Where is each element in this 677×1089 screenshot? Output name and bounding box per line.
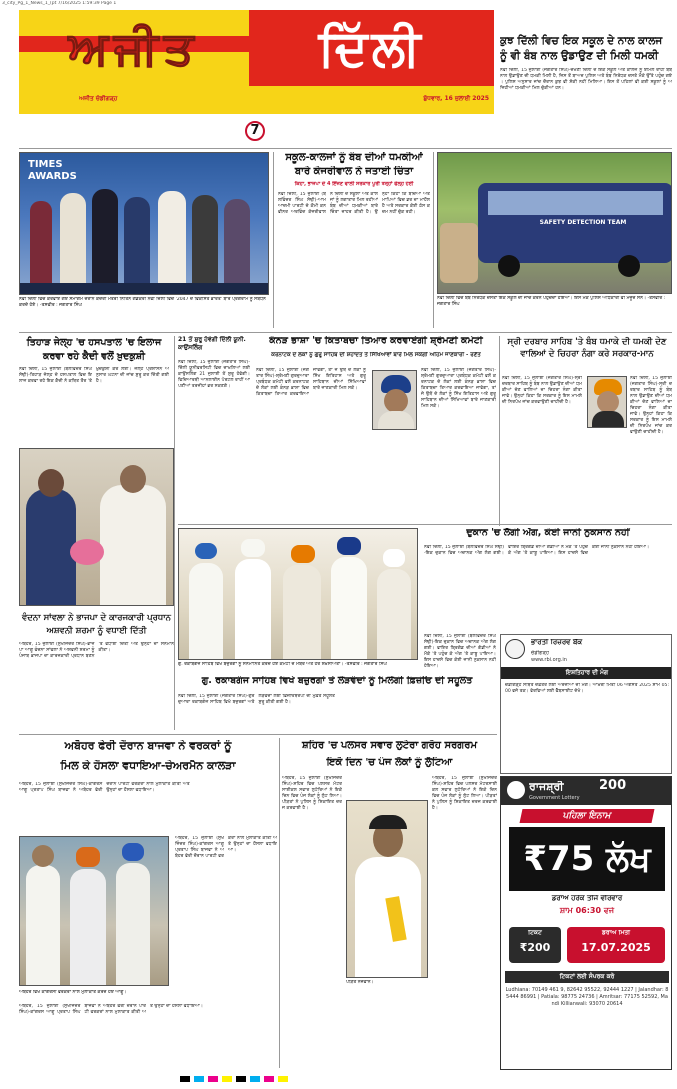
rbi-ad (500, 634, 672, 774)
lottery-draw-line: ਡਰਾਅ ਹਰੇਕ ਤੀਜੇ ਵੀਰਵਾਰ (551, 895, 623, 902)
portrait-ranaut (372, 370, 417, 430)
awards-banner-text: TIMES AWARDS (28, 159, 77, 182)
story-delhi-school-threat-body: ਨਵੀਂ ਦਿੱਲੀ, 15 ਜੁਲਾਈ (ਜਗਤਾਰ ਸਿੰਘ)-ਦੱਖਣੀ ਦਿੱਲੀ ਦੇ ਇਕ ਸਕੂਲ ਅਤੇ ਕਾਲਜ ਨੂੰ ਈਮੇਲ ਰਾਹੀਂ ਬੰਬ ਨਾਲ ਉਡਾਉਣ ਦੀ ਧਮਕੀ ਮਿਲੀ ਹੈ, ਜਿਸ ਤੋਂ ਬਾਅਦ ਪੁਲਿਸ ਅਤੇ ਬੰਬ ਨਿਰੋਧਕ ਦਸਤੇ ਮੌਕੇ ਉੱਤੇ ਪਹੁੰਚ ਗਏ। ਪੁਲਿਸ ਅਨੁਸਾਰ ਜਾਂਚ ਦੌਰਾਨ ਕੁਝ ਵੀ ਸ਼ੱਕੀ ਨਹੀਂ ਮਿਲਿਆ। ਇਸ ਤੋਂ ਪਹਿਲਾਂ ਵੀ ਕਈ ਸਕੂਲਾਂ ਨੂੰ ਅਜਿਹੀਆਂ ਧਮਕੀਆਂ ਮਿਲ ਚੁੱਕੀਆਂ ਹਨ। (500, 68, 672, 91)
headline-robbers-2: ਇਕੋ ਦਿਨ 'ਚ ਪੰਜ ਲੋਕਾਂ ਨੂੰ ਲੁੱਟਿਆ (326, 757, 453, 768)
headline-tihar-suicide: ਤਿਹਾੜ ਜੇਲ੍ਹ 'ਚ ਹਸਪਤਾਲ 'ਚ ਇਲਾਜ ਕਰਵਾ ਰਹੇ ਕੈਦੀ ਵਲੋਂ ਖ਼ੁਦਕੁਸ਼ੀ (26, 337, 162, 362)
registration-swatch (264, 1076, 274, 1082)
lottery-sub: Government Lottery (529, 795, 580, 801)
headline-bomb-threats-1: ਸਕੂਲ-ਕਾਲਜਾਂ ਨੂੰ ਬੰਬ ਦੀਆਂ ਧਮਕੀਆਂ (285, 152, 423, 163)
robbery-photo-caption: ਪੀੜਤ ਨੌਜਵਾਨ। (346, 980, 374, 985)
headline-bomb-threats-2: ਬਾਰੇ ਕੇਜਰੀਵਾਲ ਨੇ ਜਤਾਈ ਚਿੰਤਾ (294, 166, 414, 177)
date-label: ਬੁੱਧਵਾਰ, 16 ਜੁਲਾਈ 2025 (423, 95, 489, 102)
story-abohar-tail: ਅਬੋਹਰ, 15 ਜੁਲਾਈ (ਸੁਖਜਿੰਦਰ ਸਿੰਘ)-ਕਾਂਗਰਸ ਆਗੂ ਪ੍ਰਤਾਪ ਸਿੰਘ ਬਾਜਵਾ ਨੇ ਅਬੋਹਰ ਫੇਰੀ ਦੌਰਾਨ ਪਾਰਟੀ ਵਰਕਰਾਂ ਨਾਲ ਮੁਲਾਕਾਤ ਕੀਤੀ ਅਤੇ ਉਨ੍ਹਾਂ ਦਾ ਹੌਸਲਾ ਵਧਾਇਆ। (19, 1004, 203, 1015)
headline-rakabganj: ਗੁ. ਰਕਾਬਗੰਜ ਸਾਹਿਬ ਵਿਖੇ ਬਜ਼ੁਰਗਾਂ ਤੇ ਲੋੜਵੰਦਾਂ ਨੂੰ ਮਿਲੇਗੀ ਫ਼ਿਜ਼ੀਓ ਦੀ ਸਹੂਲਤ (201, 676, 473, 686)
headline-abohar-1: ਅਬੋਹਰ ਫੇਰੀ ਦੌਰਾਨ ਬਾਜਵਾ ਨੇ ਵਰਕਰਾਂ ਨੂੰ (64, 740, 232, 752)
headline-abohar-2: ਮਿਲ ਕੇ ਹੌਸਲਾ ਵਧਾਇਆ-ਚੇਅਰਮੈਨ ਕਾਲੜਾ (60, 760, 236, 772)
story-darbar-body: ਨਵੀਂ ਦਿੱਲੀ, 15 ਜੁਲਾਈ (ਜਗਤਾਰ ਸਿੰਘ)-ਸ੍ਰੀ ਦਰਬਾਰ ਸਾਹਿਬ ਨੂੰ ਬੰਬ ਨਾਲ ਉਡਾਉਣ ਦੀਆਂ ਧਮਕੀਆਂ ਦੇਣ ਵਾਲਿਆਂ ਦਾ ਚਿਹਰਾ ਨੰਗਾ ਕੀਤਾ ਜਾਵੇ। ਉਨ੍ਹਾਂ ਕਿਹਾ ਕਿ ਸਰਕਾਰ ਨੂੰ ਇਸ ਮਾਮਲੇ ਦੀ ਨਿਰਪੱਖ ਜਾਂਚ ਕਰਵਾਉਣੀ ਚਾਹੀਦੀ ਹੈ। (502, 376, 582, 405)
lottery-contacts: Ludhiana: 70149 461 9, 82642 95522, 92444 1227 | Jalandhar: 85444 86991 | Patiala: 98775 24736 | Amritsar: 77175 52592, Mandi Killianwali: 93070 20614 (505, 987, 669, 1007)
kicker-bomb-threats: ਕਿਹਾ, ਭਾਜਪਾ ਦੇ 4 ਇੰਜਣ ਵਾਲੀ ਸਰਕਾਰ ਪੂਰੀ ਤਰ੍ਹਾਂ ਫੇਲ੍ਹ ਹੋਈ (294, 181, 414, 187)
story-kannada-body: ਨਵੀਂ ਦਿੱਲੀ, 15 ਜੁਲਾਈ (ਜਗਤਾਰ ਸਿੰਘ)-ਸ਼੍ਰੋਮਣੀ ਗੁਰਦੁਆਰਾ ਪ੍ਰਬੰਧਕ ਕਮੇਟੀ ਵਲੋਂ ਕਰਨਾਟਕ ਦੇ ਲੋਕਾਂ ਲਈ ਕੰਨੜ ਭਾਸ਼ਾ ਵਿਚ ਕਿਤਾਬਚਾ ਤਿਆਰ ਕਰਵਾਇਆ ਜਾਵੇਗਾ, ਤਾਂ ਜੋ ਉਥੋਂ ਦੇ ਲੋਕਾਂ ਨੂੰ ਸਿੱਖ ਇਤਿਹਾਸ ਅਤੇ ਗੁਰੂ ਸਾਹਿਬਾਨ ਦੀਆਂ ਸਿੱਖਿਆਵਾਂ ਬਾਰੇ ਜਾਣਕਾਰੀ ਮਿਲ ਸਕੇ। (256, 368, 366, 397)
bus-photo-caption: ਨਵੀਂ ਦਿੱਲੀ ਵਿਚ ਬੰਬ ਨਿਰੋਧਕ ਦਸਤਾ ਇਕ ਸਕੂਲ ਦੀ ਜਾਂਚ ਕਰਨ ਪਹੁੰਚਦਾ ਹੋਇਆ। ਇਸ ਮੌਕੇ ਪੁਲਿਸ ਅਧਿਕਾਰੀ ਵੀ ਮੌਜੂਦ ਸਨ। -ਤਸਵੀਰ : ਜਗਤਾਰ ਸਿੰਘ (437, 296, 666, 307)
lottery-logo-icon (507, 781, 525, 799)
rbi-name: ਭਾਰਤੀ ਰਿਜ਼ਰਵ ਬੈਂਕ (531, 639, 583, 646)
bus-side-text: SAFETY DETECTION TEAM (539, 219, 627, 226)
story-bomb-threats-body: ਨਵੀਂ ਦਿੱਲੀ, 15 ਜੁਲਾਈ (ਬਲਵਿੰਦਰ ਸਿੰਘ ਸੋਢੀ)-ਆਮ ਆਦਮੀ ਪਾਰਟੀ ਦੇ ਕੌਮੀ ਕਨਵੀਨਰ ਅਰਵਿੰਦ ਕੇਜਰੀਵਾਲ ਨੇ ਦਿੱਲੀ ਦੇ ਸਕੂਲਾਂ ਅਤੇ ਕਾਲਜਾਂ ਨੂੰ ਲਗਾਤਾਰ ਮਿਲ ਰਹੀਆਂ ਬੰਬ ਦੀਆਂ ਧਮਕੀਆਂ ਬਾਰੇ ਚਿੰਤਾ ਜ਼ਾਹਰ ਕੀਤੀ ਹੈ। ਉਨ੍ਹਾਂ ਕਿਹਾ ਕਿ ਬੱਚਿਆਂ ਅਤੇ ਮਾਪਿਆਂ ਵਿਚ ਡਰ ਦਾ ਮਾਹੌਲ ਹੈ ਅਤੇ ਸਰਕਾਰ ਕੋਈ ਠੋਸ ਕਦਮ ਨਹੀਂ ਚੁੱਕ ਰਹੀ। (278, 192, 430, 215)
portrait-mann (587, 376, 627, 428)
file-slug: 3_city_Pg_1_News_1_(pt 7/16/2025 1:59:39 Page 1 (2, 1, 117, 6)
story-fire-body: ਨਵੀਂ ਦਿੱਲੀ, 15 ਜੁਲਾਈ (ਬਲਵਿੰਦਰ ਸਿੰਘ ਸੋਢੀ)-ਇਕ ਦੁਕਾਨ ਵਿਚ ਅਚਾਨਕ ਅੱਗ ਲੱਗ ਗਈ। ਫਾਇਰ ਬ੍ਰਿਗੇਡ ਦੀਆਂ ਗੱਡੀਆਂ ਨੇ ਮੌਕੇ 'ਤੇ ਪਹੁੰਚ ਕੇ ਅੱਗ 'ਤੇ ਕਾਬੂ ਪਾਇਆ। ਇਸ ਹਾਦਸੇ ਵਿਚ ਕੋਈ ਜਾਨੀ ਨੁਕਸਾਨ ਨਹੀਂ ਹੋਇਆ। (424, 545, 650, 556)
brief-column: ਨਵੀਂ ਦਿੱਲੀ, 15 ਜੁਲਾਈ (ਬਲਵਿੰਦਰ ਸਿੰਘ ਸੋਢੀ)-ਇਕ ਦੁਕਾਨ ਵਿਚ ਅਚਾਨਕ ਅੱਗ ਲੱਗ ਗਈ। ਫਾਇਰ ਬ੍ਰਿਗੇਡ ਦੀਆਂ ਗੱਡੀਆਂ ਨੇ ਮੌਕੇ 'ਤੇ ਪਹੁੰਚ ਕੇ ਅੱਗ 'ਤੇ ਕਾਬੂ ਪਾਇਆ। ਇਸ ਹਾਦਸੇ ਵਿਚ ਕੋਈ ਜਾਨੀ ਨੁਕਸਾਨ ਨਹੀਂ ਹੋਇਆ। (424, 634, 496, 669)
story-rakabganj-body: ਨਵੀਂ ਦਿੱਲੀ, 15 ਜੁਲਾਈ (ਜਗਤਾਰ ਸਿੰਘ)-ਗੁਰਦੁਆਰਾ ਰਕਾਬਗੰਜ ਸਾਹਿਬ ਵਿਖੇ ਬਜ਼ੁਰਗਾਂ ਅਤੇ ਲੋੜਵੰਦਾਂ ਲਈ ਫ਼ਿਜ਼ੀਓਥੈਰੇਪੀ ਦੀ ਮੁਫ਼ਤ ਸਹੂਲਤ ਸ਼ੁਰੂ ਕੀਤੀ ਗਈ ਹੈ। (178, 694, 335, 705)
edition-title-delhi: ਦਿੱਲੀ (318, 19, 425, 77)
gurdwara-photo (178, 528, 418, 660)
rbi-url: www.rbi.org.in (531, 657, 567, 663)
color-registration-bar (180, 1076, 500, 1084)
story-abohar-body: ਅਬੋਹਰ, 15 ਜੁਲਾਈ (ਸੁਖਜਿੰਦਰ ਸਿੰਘ)-ਕਾਂਗਰਸ ਆਗੂ ਪ੍ਰਤਾਪ ਸਿੰਘ ਬਾਜਵਾ ਨੇ ਅਬੋਹਰ ਫੇਰੀ ਦੌਰਾਨ ਪਾਰਟੀ ਵਰਕਰਾਂ ਨਾਲ ਮੁਲਾਕਾਤ ਕੀਤੀ ਅਤੇ ਉਨ੍ਹਾਂ ਦਾ ਹੌਸਲਾ ਵਧਾਇਆ। (19, 782, 190, 793)
masthead-strip (19, 86, 494, 114)
subhead-kannada: ਕਰਨਾਟਕ ਦੇ ਲੋਕਾਂ ਨੂੰ ਗੁਰੂ ਸਾਹਿਬ ਦੀ ਸ਼ਹਾਦਤ ਤੇ ਸਿੱਖਿਆਵਾਂ ਬਾਰੇ ਮਿਲ ਸਕੇਗੀ ਅਹਿਮ ਜਾਣਕਾਰੀ - ਰਣੌਤ (271, 352, 481, 358)
headline-darbar-sahib: ਸ੍ਰੀ ਦਰਬਾਰ ਸਾਹਿਬ 'ਤੇ ਬੰਬ ਧਮਾਕੇ ਦੀ ਧਮਕੀ ਦੇਣ ਵਾਲਿਆਂ ਦੇ ਚਿਹਰਾ ਨੰਗਾ ਕਰੇ ਸਰਕਾਰ-ਮਾਨ (507, 337, 667, 359)
draw-date-label: ਡਰਾਅ ਮਿਤੀ (601, 930, 631, 936)
story-darbar-body-cont: ਨਵੀਂ ਦਿੱਲੀ, 15 ਜੁਲਾਈ (ਜਗਤਾਰ ਸਿੰਘ)-ਸ੍ਰੀ ਦਰਬਾਰ ਸਾਹਿਬ ਨੂੰ ਬੰਬ ਨਾਲ ਉਡਾਉਣ ਦੀਆਂ ਧਮਕੀਆਂ ਦੇਣ ਵਾਲਿਆਂ ਦਾ ਚਿਹਰਾ ਨੰਗਾ ਕੀਤਾ ਜਾਵੇ। ਉਨ੍ਹਾਂ ਕਿਹਾ ਕਿ ਸਰਕਾਰ ਨੂੰ ਇਸ ਮਾਮਲੇ ਦੀ ਨਿਰਪੱਖ ਜਾਂਚ ਕਰਵਾਉਣੀ ਚਾਹੀਦੀ ਹੈ। (630, 376, 672, 435)
robbery-victim-photo (346, 800, 428, 978)
registration-swatch (180, 1076, 190, 1082)
headline-robbers-1: ਸ਼ਹਿਰ 'ਚ ਪਲਸਰ ਸਵਾਰ ਲੁਟੇਰਾ ਗਰੋਹ ਸਰਗਰਮ (301, 740, 478, 751)
page-number-badge (245, 121, 265, 141)
headline-du-counselling: 21 ਤੋਂ ਸ਼ੁਰੂ ਹੋਵੇਗੀ ਦਿੱਲੀ ਯੂਨੀ. ਕਾਉਂਸਲਿੰਗ (178, 336, 246, 351)
masthead-yellow-block (19, 10, 249, 86)
brand-logo-ajit: ਅਜੀਤ (68, 21, 200, 75)
story-robbers-body-cont: ਅਬੋਹਰ, 15 ਜੁਲਾਈ (ਸੁਖਜਿੰਦਰ ਸਿੰਘ)-ਸ਼ਹਿਰ ਵਿਚ ਪਲਸਰ ਮੋਟਰਸਾਈਕਲ ਸਵਾਰ ਲੁਟੇਰਿਆਂ ਨੇ ਇਕੋ ਦਿਨ ਵਿਚ ਪੰਜ ਲੋਕਾਂ ਨੂੰ ਲੁੱਟ ਲਿਆ। ਪੀੜਤਾਂ ਨੇ ਪੁਲਿਸ ਨੂੰ ਸ਼ਿਕਾਇਤ ਦਰਜ ਕਰਵਾਈ ਹੈ। (432, 776, 497, 811)
headline-vandana: ਵੰਦਨਾ ਸਾਂਵਲਾ ਨੇ ਭਾਜਪਾ ਦੇ ਕਾਰਜਕਾਰੀ ਪ੍ਰਧਾਨ ਅਸ਼ਵਨੀ ਸ਼ਰਮਾ ਨੂੰ ਵਧਾਈ ਦਿੱਤੀ (21, 613, 171, 636)
story-kannada-body-cont: ਨਵੀਂ ਦਿੱਲੀ, 15 ਜੁਲਾਈ (ਜਗਤਾਰ ਸਿੰਘ)-ਸ਼੍ਰੋਮਣੀ ਗੁਰਦੁਆਰਾ ਪ੍ਰਬੰਧਕ ਕਮੇਟੀ ਵਲੋਂ ਕਰਨਾਟਕ ਦੇ ਲੋਕਾਂ ਲਈ ਕੰਨੜ ਭਾਸ਼ਾ ਵਿਚ ਕਿਤਾਬਚਾ ਤਿਆਰ ਕਰਵਾਇਆ ਜਾਵੇਗਾ, ਤਾਂ ਜੋ ਉਥੋਂ ਦੇ ਲੋਕਾਂ ਨੂੰ ਸਿੱਖ ਇਤਿਹਾਸ ਅਤੇ ਗੁਰੂ ਸਾਹਿਬਾਨ ਦੀਆਂ ਸਿੱਖਿਆਵਾਂ ਬਾਰੇ ਜਾਣਕਾਰੀ ਮਿਲ ਸਕੇ। (421, 368, 496, 409)
lottery-ad (500, 776, 672, 1070)
place-label: ਅਜੀਤ ਚੰਡੀਗੜ੍ਹ (79, 95, 118, 102)
registration-swatch (278, 1076, 288, 1082)
lottery-prize: ₹75 ਲੱਖ (523, 839, 651, 879)
registration-swatch (208, 1076, 218, 1082)
ticket-price: ₹200 (519, 942, 551, 954)
masthead-red-block (249, 10, 494, 86)
vandana-photo (19, 448, 174, 606)
abohar-photo (19, 836, 169, 986)
masthead (19, 10, 494, 118)
story-tihar-body: ਨਵੀਂ ਦਿੱਲੀ, 15 ਜੁਲਾਈ (ਬਲਵਿੰਦਰ ਸਿੰਘ ਸੋਢੀ)-ਤਿਹਾੜ ਜੇਲ੍ਹ ਦੇ ਹਸਪਤਾਲ ਵਿਚ ਇਲਾਜ ਕਰਵਾ ਰਹੇ ਇਕ ਕੈਦੀ ਨੇ ਕਥਿਤ ਤੌਰ 'ਤੇ ਖ਼ੁਦਕੁਸ਼ੀ ਕਰ ਲਈ। ਜੇਲ੍ਹ ਪ੍ਰਸ਼ਾਸਨ ਅਨੁਸਾਰ ਘਟਨਾ ਦੀ ਜਾਂਚ ਸ਼ੁਰੂ ਕਰ ਦਿੱਤੀ ਗਈ ਹੈ। (19, 367, 169, 384)
story-abohar-body-cont: ਅਬੋਹਰ, 15 ਜੁਲਾਈ (ਸੁਖਜਿੰਦਰ ਸਿੰਘ)-ਕਾਂਗਰਸ ਆਗੂ ਪ੍ਰਤਾਪ ਸਿੰਘ ਬਾਜਵਾ ਨੇ ਅਬੋਹਰ ਫੇਰੀ ਦੌਰਾਨ ਪਾਰਟੀ ਵਰਕਰਾਂ ਨਾਲ ਮੁਲਾਕਾਤ ਕੀਤੀ ਅਤੇ ਉਨ੍ਹਾਂ ਦਾ ਹੌਸਲਾ ਵਧਾਇਆ। (175, 836, 277, 859)
registration-swatch (222, 1076, 232, 1082)
registration-swatch (194, 1076, 204, 1082)
lottery-number: 200 (599, 779, 627, 793)
story-du-body: ਨਵੀਂ ਦਿੱਲੀ, 15 ਜੁਲਾਈ (ਜਗਤਾਰ ਸਿੰਘ)-ਦਿੱਲੀ ਯੂਨੀਵਰਸਿਟੀ ਵਿਚ ਦਾਖ਼ਲਿਆਂ ਲਈ ਕਾਉਂਸਲਿੰਗ 21 ਜੁਲਾਈ ਤੋਂ ਸ਼ੁਰੂ ਹੋਵੇਗੀ। ਵਿਦਿਆਰਥੀ ਆਨਲਾਈਨ ਪੋਰਟਲ ਰਾਹੀਂ ਆਪਣੀਆਂ ਤਰਜੀਹਾਂ ਭਰ ਸਕਣਗੇ। (178, 360, 250, 389)
registration-swatch (250, 1076, 260, 1082)
rbi-notice-head: ਇਸ਼ਤਿਹਾਰ ਦੀ ਮੰਗ (501, 667, 672, 679)
story-robbers-body: ਅਬੋਹਰ, 15 ਜੁਲਾਈ (ਸੁਖਜਿੰਦਰ ਸਿੰਘ)-ਸ਼ਹਿਰ ਵਿਚ ਪਲਸਰ ਮੋਟਰਸਾਈਕਲ ਸਵਾਰ ਲੁਟੇਰਿਆਂ ਨੇ ਇਕੋ ਦਿਨ ਵਿਚ ਪੰਜ ਲੋਕਾਂ ਨੂੰ ਲੁੱਟ ਲਿਆ। ਪੀੜਤਾਂ ਨੇ ਪੁਲਿਸ ਨੂੰ ਸ਼ਿਕਾਇਤ ਦਰਜ ਕਰਵਾਈ ਹੈ। (282, 776, 342, 811)
story-vandana-body: ਅਬੋਹਰ, 15 ਜੁਲਾਈ (ਸੁਖਜਿੰਦਰ ਸਿੰਘ)-ਭਾਜਪਾ ਆਗੂ ਵੰਦਨਾ ਸਾਂਵਲਾ ਨੇ ਅਸ਼ਵਨੀ ਸ਼ਰਮਾ ਨੂੰ ਪੰਜਾਬ ਭਾਜਪਾ ਦਾ ਕਾਰਜਕਾਰੀ ਪ੍ਰਧਾਨ ਬਣਨ 'ਤੇ ਵਧਾਈ ਦਿੱਤੀ ਅਤੇ ਉਨ੍ਹਾਂ ਦਾ ਸਨਮਾਨ ਕੀਤਾ। (19, 642, 174, 659)
rbi-city: ਚੰਡੀਗੜ੍ਹ (531, 650, 549, 656)
headline-kannada-booklet: ਕੰਨੜ ਭਾਸ਼ਾ 'ਚ ਕਿਤਾਬਚਾ ਤਿਆਰ ਕਰਵਾਏਗੀ ਸ਼੍ਰੋਮਣੀ ਕਮੇਟੀ (269, 336, 483, 346)
headline-delhi-school-threat: ਕੁਝ ਦਿੱਲੀ ਵਿਚ ਇਕ ਸਕੂਲ ਦੇ ਨਾਲ ਕਾਲਜ ਨੂੰ ਵੀ ਬੰਬ ਨਾਲ ਉਡਾਉਣ ਦੀ ਮਿਲੀ ਧਮਕੀ (500, 35, 663, 62)
bomb-squad-bus-photo (437, 152, 672, 294)
lottery-brand: ਰਾਜਸ਼੍ਰੀ (529, 781, 564, 793)
gurdwara-photo-caption: ਗੁ. ਰਕਾਬਗੰਜ ਸਾਹਿਬ ਵਿਖੇ ਬਜ਼ੁਰਗਾਂ ਨੂੰ ਸਨਮਾਨਿਤ ਕਰਦੇ ਹੋਏ ਕਮੇਟੀ ਦੇ ਮੈਂਬਰ ਅਤੇ ਹੋਰ ਸ਼ਖ਼ਸੀਅਤਾਂ। -ਤਸਵੀਰ : ਜਗਤਾਰ ਸਿੰਘ (178, 662, 387, 667)
awards-photo-caption: ਨਵੀਂ ਦਿੱਲੀ ਵਿਚ ਕਰਵਾਏ ਗਏ ਸਮਾਗਮ ਦੌਰਾਨ ਕੇਂਦਰੀ ਮੰਤਰੀ ਨਿਤਿਨ ਗਡਕਰੀ ਨਵੀਂ ਦਿੱਲੀ ਵਿਚ '2047 ਦੇ ਵਿਕਸਿਤ ਭਾਰਤ' ਬਾਰੇ ਪ੍ਰੋਗਰਾਮ ਨੂੰ ਸੰਬੋਧਨ ਕਰਦੇ ਹੋਏ। -ਤਸਵੀਰ : ਜਗਤਾਰ ਸਿੰਘ (19, 297, 266, 308)
registration-swatch (236, 1076, 246, 1082)
rbi-notice-body: ਚੰਡੀਗੜ੍ਹ ਸਥਿਤ ਦਫ਼ਤਰ ਲਈ ਅਰਜ਼ੀਆਂ ਦੀ ਮੰਗ। ਆਖ਼ਰੀ ਮਿਤੀ 06 ਅਗਸਤ 2025 ਸ਼ਾਮ 05:00 ਵਜੇ ਤਕ। ਵੇਰਵਿਆਂ ਲਈ ਵੈੱਬਸਾਈਟ ਦੇਖੋ। (505, 683, 669, 694)
ticket-label: ਟਿਕਟ (528, 930, 542, 936)
abohar-photo-caption: ਅਬੋਹਰ ਵਿਖੇ ਕਾਂਗਰਸੀ ਵਰਕਰਾਂ ਨਾਲ ਮੁਲਾਕਾਤ ਕਰਦੇ ਹੋਏ ਆਗੂ। (19, 990, 127, 995)
lottery-ribbon: ਪਹਿਲਾ ਇਨਾਮ (520, 809, 655, 823)
draw-date: 17.07.2025 (581, 942, 651, 954)
page-number: 7 (250, 123, 260, 138)
lottery-footer-head: ਟਿਕਟਾਂ ਲਈ ਸੰਪਰਕ ਕਰੋ (505, 971, 669, 983)
lottery-time: ਸ਼ਾਮ 06:30 ਵਜੇ (559, 907, 615, 915)
headline-shop-fire: ਦੁਕਾਨ 'ਚ ਲੱਗੀ ਅੱਗ, ਕੋਈ ਜਾਨੀ ਨੁਕਸਾਨ ਨਹੀਂ (466, 528, 630, 538)
rbi-logo-icon (505, 639, 525, 659)
awards-photo (19, 152, 269, 295)
